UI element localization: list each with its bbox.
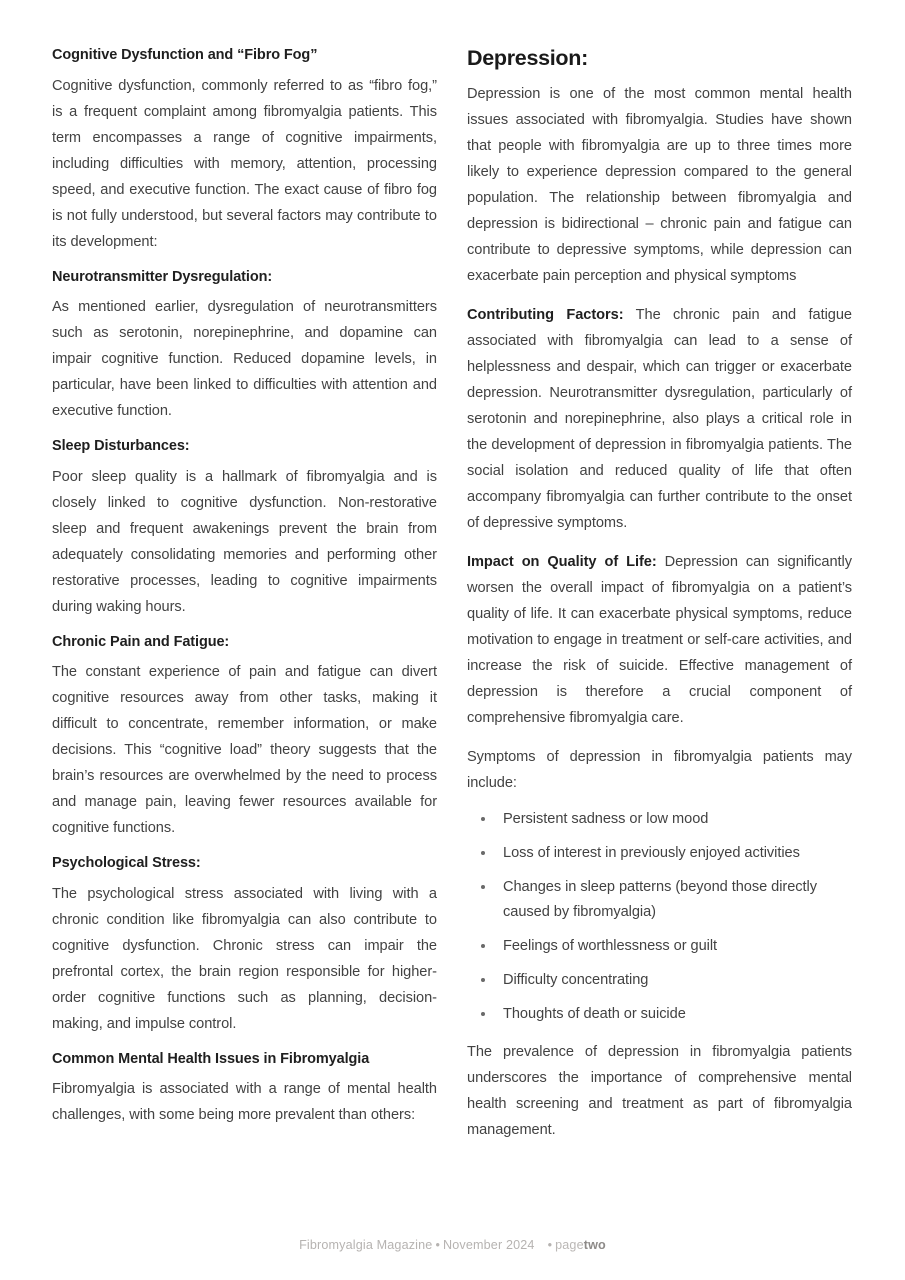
paragraph-psychological-stress: The psychological stress associated with living with a chronic condition like fibromyalgia can also contribute to cognitive dysfunction. Chronic stress can impair the prefrontal cortex, the brain region responsible for higher-order cognitive functions such as planning, decision-making, and impulse control. (52, 885, 437, 1032)
list-item (467, 807, 852, 832)
paragraph-sleep-disturbances: Poor sleep quality is a hallmark of fibromyalgia and is closely linked to cognitive dysfunction. Non-restorative sleep and frequent awakenings prevent the brain from adequately consolidating memories and performing other restorative processes, leading to cognitive impairments during waking hours. (52, 468, 437, 615)
footer-publication: Fibromyalgia Magazine (299, 1238, 433, 1252)
list-item (467, 968, 852, 993)
list-item-label: Persistent sadness or low mood (503, 810, 709, 827)
bullet-dot-icon (481, 944, 485, 948)
list-item (467, 875, 852, 925)
subheading-psychological-stress: Psychological Stress: (52, 855, 201, 872)
bullet-dot-icon (481, 1012, 485, 1016)
footer-page-number: two (583, 1238, 606, 1252)
bullet-dot-icon (481, 817, 485, 821)
subheading-neurotransmitter-dysregulation: Neurotransmitter Dysregulation: (52, 268, 273, 285)
page-footer (0, 1238, 905, 1252)
footer-separator-icon-2: • (547, 1238, 553, 1252)
list-item-label: Difficulty concentrating (503, 971, 649, 988)
symptoms-list (467, 807, 852, 1027)
right-column (467, 46, 852, 1143)
left-column-intro-paragraph: Cognitive dysfunction, commonly referred to as “fibro fog,” is a frequent complaint among fibromyalgia patients. This term encompasses a range of cognitive impairments, including difficulties with memory, attention, processing speed, and executive function. The exact cause of fibro fog is not fully understood, but several factors may contribute to its development: (52, 77, 437, 250)
list-item (467, 1002, 852, 1027)
list-item-label: Feelings of worthlessness or guilt (503, 937, 718, 954)
list-item (467, 841, 852, 866)
bullet-dot-icon (481, 851, 485, 855)
bullet-dot-icon (481, 978, 485, 982)
paragraph-chronic-pain-and-fatigue: The constant experience of pain and fatigue can divert cognitive resources away from other tasks, making it difficult to concentrate, remember information, or make decisions. This “cognitive load” theory suggests that the brain’s resources are overwhelmed by the need to process and manage pain, leaving fewer resources available for cognitive functions. (52, 664, 437, 837)
footer-page-label: page (555, 1238, 584, 1252)
lead-in-impact-on-quality-of-life: Impact on Quality of Life: (467, 553, 657, 570)
lead-in-contributing-factors: Contributing Factors: (467, 306, 624, 323)
body-impact-on-quality-of-life: Depression can significantly worsen the overall impact of fibromyalgia on a patient’s quality of life. It can exacerbate physical symptoms, reduce motivation to engage in treatment or self-care activities, and increase the risk of suicide. Effective management of depression is therefore a crucial component of comprehensive fibromyalgia care. (467, 553, 852, 726)
footer-issue: November 2024 (443, 1238, 535, 1252)
footer-separator-icon: • (435, 1238, 440, 1252)
left-column-heading: Cognitive Dysfunction and “Fibro Fog” (52, 47, 318, 63)
list-item (467, 934, 852, 959)
subheading-chronic-pain-and-fatigue: Chronic Pain and Fatigue: (52, 633, 230, 650)
list-item-label: Loss of interest in previously enjoyed activities (503, 844, 800, 861)
paragraph-closing: The prevalence of depression in fibromyalgia patients underscores the importance of comprehensive mental health screening and treatment as part of fibromyalgia management. (467, 1043, 852, 1138)
list-item-label: Changes in sleep patterns (beyond those directly caused by fibromyalgia) (503, 878, 817, 920)
paragraph-depression-intro: Depression is one of the most common mental health issues associated with fibromyalgia. Studies have shown that people with fibromyalgia are up to three times more likely to experience depression compared to the general population. The relationship between fibromyalgia and depression is bidirectional – chronic pain and fatigue can contribute to depressive symptoms, while depression can exacerbate pain perception and physical symptoms (467, 85, 852, 284)
bullet-dot-icon (481, 885, 485, 889)
left-column (52, 46, 437, 1128)
list-item-label: Thoughts of death or suicide (503, 1005, 686, 1022)
right-column-heading: Depression: (467, 46, 588, 70)
subheading-sleep-disturbances: Sleep Disturbances: (52, 438, 190, 455)
paragraph-contributing-factors (467, 302, 852, 536)
body-contributing-factors: The chronic pain and fatigue associated with fibromyalgia can lead to a sense of helplessness and despair, which can trigger or exacerbate depression. Neurotransmitter dysregulation, particularly of serotonin and norepinephrine, also plays a critical role in the development of depression in fibromyalgia patients. The social isolation and reduced quality of life that often accompany fibromyalgia can further contribute to the onset of depressive symptoms. (467, 306, 852, 531)
paragraph-symptoms-intro: Symptoms of depression in fibromyalgia patients may include: (467, 748, 852, 791)
paragraph-common-mental-health-issues: Fibromyalgia is associated with a range of mental health challenges, with some being more prevalent than others: (52, 1081, 437, 1124)
paragraph-impact-on-quality-of-life (467, 549, 852, 731)
subheading-common-mental-health-issues: Common Mental Health Issues in Fibromyalgia (52, 1050, 370, 1067)
two-column-layout (52, 46, 852, 1143)
paragraph-neurotransmitter-dysregulation: As mentioned earlier, dysregulation of neurotransmitters such as serotonin, norepinephrine, and dopamine can impair cognitive function. Reduced dopamine levels, in particular, have been linked to difficulties with attention and executive function. (52, 299, 437, 420)
